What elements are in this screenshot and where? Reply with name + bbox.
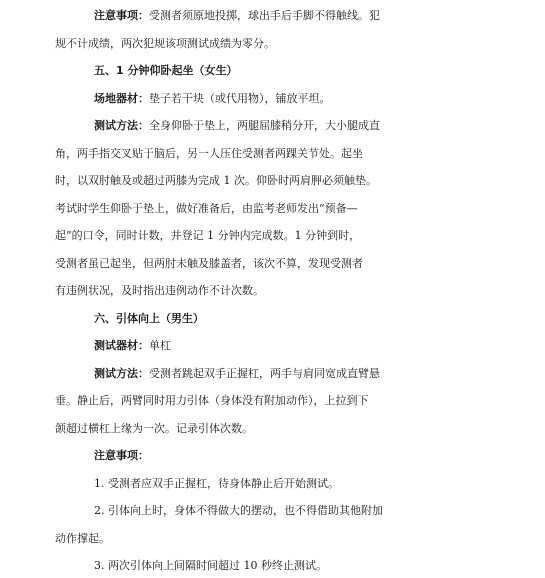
method-text: 全身仰卧于垫上，两腿屈膝稍分开，大小腿成直 — [149, 119, 380, 132]
notes-text: 受测者须原地投掷，球出手后手脚不得触线。犯 — [149, 9, 380, 22]
notes-text-line2: 规不计成绩，两次犯规该项测试成绩为零分。 — [55, 37, 275, 50]
paragraph-method-pullups — [0, 364, 545, 384]
note-item-2: 2. 引体向上时，身体不得做大的摆动，也不得借助其他附加 — [94, 504, 383, 517]
equipment-text: 单杠 — [149, 339, 171, 352]
section-heading-situps: 五、1 分钟仰卧起坐（女生） — [94, 64, 238, 77]
method-text-line: 受测者虽已起坐，但两肘未触及膝盖者，该次不算，发现受测者 — [55, 257, 363, 270]
paragraph-equipment-situps — [0, 89, 545, 109]
method-text-line: 有违例状况，及时指出违例动作不计次数。 — [55, 284, 264, 297]
equipment-text: 垫子若干块（或代用物），铺放平坦。 — [149, 92, 331, 105]
paragraph-notes-throw — [0, 6, 545, 26]
method-text-line: 角，两手指交叉贴于脑后，另一人压住受测者两踝关节处。起坐 — [55, 147, 363, 160]
note-item-3: 3. 两次引体向上间隔时间超过 10 秒终止测试。 — [94, 559, 327, 572]
note-item-2-continued: 动作撑起。 — [55, 532, 110, 545]
method-text-line: 时，以双肘触及或超过两膝为完成 1 次。仰卧时两肩胛必须触垫。 — [55, 174, 377, 187]
paragraph-method-situps — [0, 116, 545, 136]
note-item-1: 1. 受测者应双手正握杠，待身体静止后开始测试。 — [94, 477, 339, 490]
method-text-line: 起”的口令，同时计数，并登记 1 分钟内完成数。1 分钟到时， — [55, 229, 361, 242]
notes-label: 注意事项： — [94, 9, 149, 22]
method-label: 测试方法： — [94, 367, 149, 380]
paragraph-equipment-pullups — [0, 336, 545, 356]
method-text-line: 颌超过横杠上缘为一次。记录引体次数。 — [55, 422, 253, 435]
method-label: 测试方法： — [94, 119, 149, 132]
notes-heading-pullups: 注意事项： — [94, 449, 149, 462]
section-heading-pullups: 六、引体向上（男生） — [94, 312, 204, 325]
equipment-label: 测试器材： — [94, 339, 149, 352]
method-text: 受测者跳起双手正握杠，两手与肩同宽成直臂悬 — [149, 367, 380, 380]
equipment-label: 场地器材： — [94, 92, 149, 105]
method-text-line: 垂。静止后，两臂同时用力引体（身体没有附加动作），上拉到下 — [55, 394, 369, 407]
method-text-line: 考试时学生仰卧于垫上，做好准备后，由监考老师发出“预备— — [55, 202, 358, 215]
